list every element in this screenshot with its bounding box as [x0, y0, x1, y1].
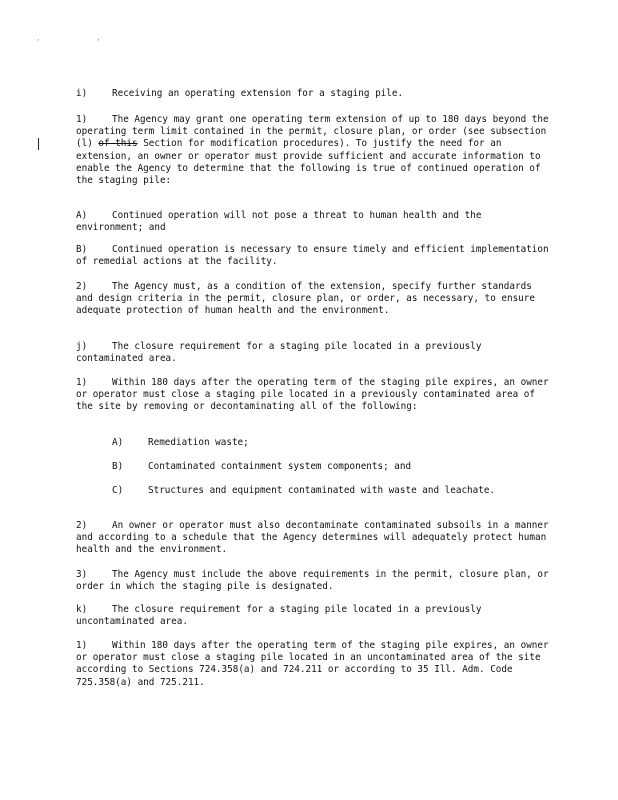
- label: B): [76, 244, 88, 255]
- label: 1): [76, 114, 88, 125]
- text: Continued operation will not pose a threat to human health and the environment; and: [76, 210, 488, 234]
- text: Remediation waste;: [148, 437, 249, 448]
- revision-bar: [38, 138, 39, 150]
- section-j: [76, 341, 550, 365]
- label: 1): [76, 640, 88, 651]
- section-i-A: [76, 210, 550, 234]
- text-b: Section for modification procedures). To justify the need for an extension, an owner or operator must provide sufficient and accurate information to enable the Agency to determine that the following is true of continued operation of the staging pile:: [76, 138, 547, 187]
- section-j-C: [76, 485, 550, 497]
- label: C): [112, 485, 124, 496]
- section-i-2: [76, 281, 550, 318]
- section-i-1: [76, 114, 555, 187]
- section-k-1: [76, 640, 555, 689]
- text: Within 180 days after the operating term of the staging pile expires, an owner or operator must close a staging pile located in an uncontaminated area of the site according to Sections 724.358(a) and 724.211 or according to 35 Ill. Adm. Code 725.358(a) and 725.211.: [76, 640, 555, 688]
- label: 1): [76, 377, 88, 388]
- label: 2): [76, 520, 88, 531]
- text: Continued operation is necessary to ensure timely and efficient implementation of remedial actions at the facility.: [76, 244, 555, 268]
- text-a: The Agency may grant one operating term extension of up to 180 days beyond the operating term limit contained in the permit, closure plan, or order (see subsection (l): [76, 114, 555, 150]
- section-k: [76, 604, 550, 628]
- text: The closure requirement for a staging pile located in a previously uncontaminated area.: [76, 604, 488, 628]
- text: An owner or operator must also decontaminate contaminated subsoils in a manner and according to a schedule that the Agency determines will adequately protect human health and the environment.: [76, 520, 555, 556]
- label: A): [112, 437, 124, 448]
- text: The closure requirement for a staging pile located in a previously contaminated area.: [76, 341, 488, 365]
- label: j): [76, 341, 88, 352]
- section-i-B: [76, 244, 555, 268]
- label: B): [112, 461, 124, 472]
- section-j-3: [76, 569, 555, 593]
- section-j-1: [76, 377, 555, 414]
- section-j-B: [112, 461, 542, 473]
- text: Structures and equipment contaminated with waste and leachate.: [148, 485, 496, 496]
- label: A): [76, 210, 88, 221]
- struck-text: of this: [98, 138, 138, 150]
- text: The Agency must, as a condition of the extension, specify further standards and design criteria in the permit, closure plan, or order, as necessary, to ensure adequate protection of human health and the environment.: [76, 281, 541, 317]
- label: i): [76, 88, 88, 99]
- text: Contaminated containment system components; and: [148, 461, 412, 472]
- scan-specks: , ,: [36, 34, 127, 42]
- label: k): [76, 604, 88, 615]
- section-j-A: [112, 437, 542, 449]
- section-i: [76, 88, 550, 100]
- text: Within 180 days after the operating term of the staging pile expires, an owner or operator must close a staging pile located in a previously contaminated area of the site by removing or decontaminating all of the following:: [76, 377, 555, 413]
- label: 2): [76, 281, 88, 292]
- text: The Agency must include the above requirements in the permit, closure plan, or order in which the staging pile is designated.: [76, 569, 555, 593]
- label: 3): [76, 569, 88, 580]
- section-j-2: [76, 520, 555, 557]
- text: Receiving an operating extension for a staging pile.: [112, 88, 404, 99]
